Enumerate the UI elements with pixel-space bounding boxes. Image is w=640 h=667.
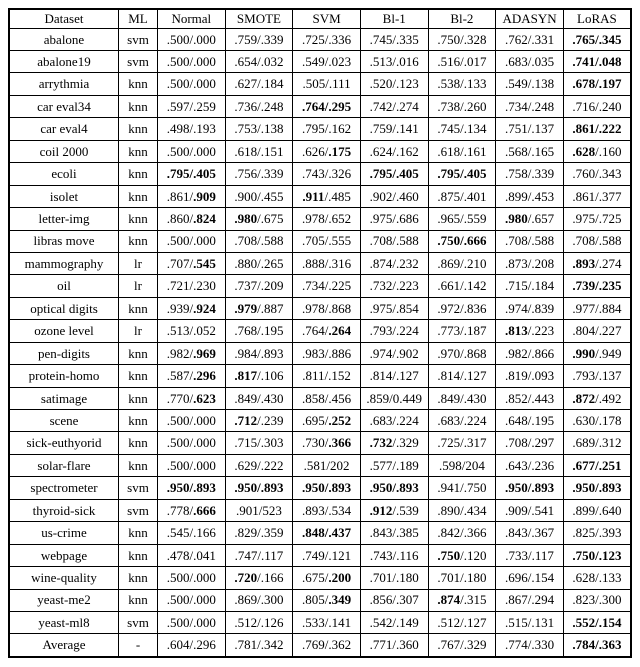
score-cell: .500/.000 [158, 140, 226, 162]
score-cell: .781/.342 [225, 634, 293, 657]
score-cell: .712/.239 [225, 410, 293, 432]
score-cell: .756/.339 [225, 163, 293, 185]
column-header-normal: Normal [158, 9, 226, 28]
dataset-name: sick-euthyorid [9, 432, 119, 454]
table-row [9, 185, 631, 207]
score-cell: .939/.924 [158, 297, 226, 319]
score-cell: .737/.209 [225, 275, 293, 297]
score-cell: .941/.750 [428, 477, 496, 499]
score-cell: .843/.385 [360, 522, 428, 544]
score-cell: .708/.588 [360, 230, 428, 252]
score-cell: .500/.000 [158, 28, 226, 50]
table-row [9, 208, 631, 230]
ml-algorithm: knn [119, 567, 158, 589]
score-cell: .768/.195 [225, 320, 293, 342]
score-cell: .750/.123 [563, 544, 631, 566]
score-cell: .736/.248 [225, 95, 293, 117]
score-cell: .513/.016 [360, 51, 428, 73]
table-row [9, 342, 631, 364]
score-cell: .708/.588 [496, 230, 564, 252]
score-cell: .720/.166 [225, 567, 293, 589]
score-cell: .741/.048 [563, 51, 631, 73]
score-cell: .778/.666 [158, 499, 226, 521]
score-cell: .705/.555 [293, 230, 361, 252]
table-row [9, 230, 631, 252]
dataset-name: wine-quality [9, 567, 119, 589]
score-cell: .696/.154 [496, 567, 564, 589]
score-cell: .880/.265 [225, 252, 293, 274]
score-cell: .533/.141 [293, 611, 361, 633]
score-cell: .751/.137 [496, 118, 564, 140]
score-cell: .750/.328 [428, 28, 496, 50]
score-cell: .950/.893 [293, 477, 361, 499]
score-cell: .849/.430 [428, 387, 496, 409]
score-cell: .899/.453 [496, 185, 564, 207]
score-cell: .627/.184 [225, 73, 293, 95]
score-cell: .975/.854 [360, 297, 428, 319]
table-row [9, 320, 631, 342]
column-header-bl-1: Bl-1 [360, 9, 428, 28]
score-cell: .848/.437 [293, 522, 361, 544]
score-cell: .732/.223 [360, 275, 428, 297]
score-cell: .765/.345 [563, 28, 631, 50]
score-cell: .683/.224 [428, 410, 496, 432]
score-cell: .725/.336 [293, 28, 361, 50]
ml-algorithm: knn [119, 387, 158, 409]
ml-algorithm: svm [119, 611, 158, 633]
score-cell: .869/.210 [428, 252, 496, 274]
score-cell: .972/.836 [428, 297, 496, 319]
score-cell: .708/.588 [225, 230, 293, 252]
score-cell: .734/.225 [293, 275, 361, 297]
score-cell: .950/.893 [496, 477, 564, 499]
dataset-name: libras move [9, 230, 119, 252]
score-cell: .814/.127 [360, 365, 428, 387]
score-cell: .478/.041 [158, 544, 226, 566]
score-cell: .708/.297 [496, 432, 564, 454]
score-cell: .552/.154 [563, 611, 631, 633]
score-cell: .542/.149 [360, 611, 428, 633]
score-cell: .861/.909 [158, 185, 226, 207]
table-row [9, 611, 631, 633]
score-cell: .977/.884 [563, 297, 631, 319]
table-header [9, 9, 631, 28]
score-cell: .814/.127 [428, 365, 496, 387]
score-cell: .804/.227 [563, 320, 631, 342]
score-cell: .760/.343 [563, 163, 631, 185]
score-cell: .654/.032 [225, 51, 293, 73]
column-header-dataset: Dataset [9, 9, 119, 28]
table-row [9, 589, 631, 611]
dataset-name: car eval34 [9, 95, 119, 117]
score-cell: .900/.455 [225, 185, 293, 207]
score-cell: .715/.303 [225, 432, 293, 454]
score-cell: .875/.401 [428, 185, 496, 207]
ml-algorithm: knn [119, 365, 158, 387]
score-cell: .982/.969 [158, 342, 226, 364]
dataset-name: ozone level [9, 320, 119, 342]
dataset-name: us-crime [9, 522, 119, 544]
score-cell: .734/.248 [496, 95, 564, 117]
score-cell: .764/.295 [293, 95, 361, 117]
score-cell: .629/.222 [225, 454, 293, 476]
score-cell: .626/.175 [293, 140, 361, 162]
ml-algorithm: knn [119, 185, 158, 207]
score-cell: .549/.138 [496, 73, 564, 95]
dataset-name: optical digits [9, 297, 119, 319]
score-cell: .978/.868 [293, 297, 361, 319]
table-row [9, 544, 631, 566]
table-row [9, 51, 631, 73]
score-cell: .795/.405 [360, 163, 428, 185]
score-cell: .888/.316 [293, 252, 361, 274]
score-cell: .604/.296 [158, 634, 226, 657]
score-cell: .759/.339 [225, 28, 293, 50]
score-cell: .842/.366 [428, 522, 496, 544]
table-row [9, 477, 631, 499]
score-cell: .716/.240 [563, 95, 631, 117]
score-cell: .974/.902 [360, 342, 428, 364]
ml-algorithm: knn [119, 208, 158, 230]
score-cell: .874/.315 [428, 589, 496, 611]
score-cell: .795/.405 [158, 163, 226, 185]
score-cell: .861/.377 [563, 185, 631, 207]
score-cell: .859/0.449 [360, 387, 428, 409]
table-row [9, 163, 631, 185]
column-header-adasyn: ADASYN [496, 9, 564, 28]
score-cell: .805/.349 [293, 589, 361, 611]
score-cell: .795/.162 [293, 118, 361, 140]
ml-algorithm: svm [119, 499, 158, 521]
score-cell: .813/.223 [496, 320, 564, 342]
ml-algorithm: knn [119, 118, 158, 140]
score-cell: .500/.000 [158, 567, 226, 589]
score-cell: .695/.252 [293, 410, 361, 432]
score-cell: .701/.180 [428, 567, 496, 589]
table-row [9, 410, 631, 432]
score-cell: .549/.023 [293, 51, 361, 73]
column-header-ml: ML [119, 9, 158, 28]
score-cell: .902/.460 [360, 185, 428, 207]
score-cell: .732/.329 [360, 432, 428, 454]
score-cell: .648/.195 [496, 410, 564, 432]
dataset-name: pen-digits [9, 342, 119, 364]
score-cell: .849/.430 [225, 387, 293, 409]
score-cell: .739/.235 [563, 275, 631, 297]
score-cell: .750/.120 [428, 544, 496, 566]
score-cell: .743/.326 [293, 163, 361, 185]
ml-algorithm: knn [119, 432, 158, 454]
table-row [9, 252, 631, 274]
table-row [9, 297, 631, 319]
dataset-name: ecoli [9, 163, 119, 185]
score-cell: .893/.534 [293, 499, 361, 521]
ml-algorithm: knn [119, 544, 158, 566]
dataset-name: car eval4 [9, 118, 119, 140]
score-cell: .911/.485 [293, 185, 361, 207]
score-cell: .749/.121 [293, 544, 361, 566]
score-cell: .738/.260 [428, 95, 496, 117]
dataset-name: isolet [9, 185, 119, 207]
score-cell: .759/.141 [360, 118, 428, 140]
score-cell: .743/.116 [360, 544, 428, 566]
score-cell: .598/204 [428, 454, 496, 476]
dataset-name: spectrometer [9, 477, 119, 499]
score-cell: .500/.000 [158, 454, 226, 476]
score-cell: .750/.666 [428, 230, 496, 252]
score-cell: .715/.184 [496, 275, 564, 297]
score-cell: .770/.623 [158, 387, 226, 409]
score-cell: .793/.224 [360, 320, 428, 342]
score-cell: .869/.300 [225, 589, 293, 611]
column-header-bl-2: Bl-2 [428, 9, 496, 28]
score-cell: .817/.106 [225, 365, 293, 387]
ml-algorithm: knn [119, 522, 158, 544]
table-row [9, 140, 631, 162]
score-cell: .753/.138 [225, 118, 293, 140]
ml-algorithm: knn [119, 454, 158, 476]
table-row [9, 365, 631, 387]
score-cell: .861/.222 [563, 118, 631, 140]
score-cell: .979/.887 [225, 297, 293, 319]
score-cell: .500/.000 [158, 611, 226, 633]
dataset-name: protein-homo [9, 365, 119, 387]
score-cell: .873/.208 [496, 252, 564, 274]
score-cell: .730/.366 [293, 432, 361, 454]
score-cell: .512/.127 [428, 611, 496, 633]
score-cell: .661/.142 [428, 275, 496, 297]
ml-algorithm: knn [119, 230, 158, 252]
column-header-svm: SVM [293, 9, 361, 28]
score-cell: .890/.434 [428, 499, 496, 521]
score-cell: .795/.405 [428, 163, 496, 185]
table-row [9, 454, 631, 476]
score-cell: .500/.000 [158, 230, 226, 252]
table-row [9, 387, 631, 409]
table-row [9, 73, 631, 95]
dataset-name: scene [9, 410, 119, 432]
table-row [9, 432, 631, 454]
score-cell: .683/.224 [360, 410, 428, 432]
score-cell: .970/.868 [428, 342, 496, 364]
ml-algorithm: lr [119, 320, 158, 342]
score-cell: .630/.178 [563, 410, 631, 432]
score-cell: .980/.675 [225, 208, 293, 230]
score-cell: .793/.137 [563, 365, 631, 387]
table-row [9, 95, 631, 117]
dataset-name: oil [9, 275, 119, 297]
score-cell: .858/.456 [293, 387, 361, 409]
score-cell: .742/.274 [360, 95, 428, 117]
dataset-name: coil 2000 [9, 140, 119, 162]
score-cell: .983/.886 [293, 342, 361, 364]
score-cell: .624/.162 [360, 140, 428, 162]
ml-algorithm: knn [119, 297, 158, 319]
score-cell: .689/.312 [563, 432, 631, 454]
score-cell: .950/.893 [360, 477, 428, 499]
score-cell: .643/.236 [496, 454, 564, 476]
dataset-name: yeast-ml8 [9, 611, 119, 633]
dataset-name: thyroid-sick [9, 499, 119, 521]
score-cell: .677/.251 [563, 454, 631, 476]
score-cell: .899/.640 [563, 499, 631, 521]
score-cell: .745/.335 [360, 28, 428, 50]
score-cell: .764/.264 [293, 320, 361, 342]
results-table [8, 8, 632, 658]
score-cell: .975/.686 [360, 208, 428, 230]
ml-algorithm: svm [119, 477, 158, 499]
score-cell: .912/.539 [360, 499, 428, 521]
dataset-name: abalone [9, 28, 119, 50]
score-cell: .516/.017 [428, 51, 496, 73]
dataset-name: webpage [9, 544, 119, 566]
score-cell: .758/.339 [496, 163, 564, 185]
score-cell: .950/.893 [225, 477, 293, 499]
dataset-name: mammography [9, 252, 119, 274]
score-cell: .500/.000 [158, 432, 226, 454]
dataset-name: arrythmia [9, 73, 119, 95]
score-cell: .762/.331 [496, 28, 564, 50]
score-cell: .825/.393 [563, 522, 631, 544]
score-cell: .811/.152 [293, 365, 361, 387]
score-cell: .950/.893 [563, 477, 631, 499]
table-row [9, 275, 631, 297]
score-cell: .874/.232 [360, 252, 428, 274]
ml-algorithm: knn [119, 589, 158, 611]
table-body [9, 28, 631, 657]
score-cell: .733/.117 [496, 544, 564, 566]
score-cell: .769/.362 [293, 634, 361, 657]
score-cell: .500/.000 [158, 51, 226, 73]
score-cell: .581/202 [293, 454, 361, 476]
score-cell: .982/.866 [496, 342, 564, 364]
table-row [9, 567, 631, 589]
score-cell: .773/.187 [428, 320, 496, 342]
score-cell: .707/.545 [158, 252, 226, 274]
score-cell: .965/.559 [428, 208, 496, 230]
score-cell: .577/.189 [360, 454, 428, 476]
score-cell: .974/.839 [496, 297, 564, 319]
ml-algorithm: knn [119, 342, 158, 364]
score-cell: .675/.200 [293, 567, 361, 589]
score-cell: .678/.197 [563, 73, 631, 95]
column-header-loras: LoRAS [563, 9, 631, 28]
score-cell: .747/.117 [225, 544, 293, 566]
score-cell: .893/.274 [563, 252, 631, 274]
dataset-name: satimage [9, 387, 119, 409]
score-cell: .628/.160 [563, 140, 631, 162]
score-cell: .618/.151 [225, 140, 293, 162]
header-row [9, 9, 631, 28]
ml-algorithm: knn [119, 95, 158, 117]
dataset-name: solar-flare [9, 454, 119, 476]
score-cell: .721/.230 [158, 275, 226, 297]
ml-algorithm: knn [119, 163, 158, 185]
score-cell: .587/.296 [158, 365, 226, 387]
table-row [9, 522, 631, 544]
score-cell: .725/.317 [428, 432, 496, 454]
score-cell: .767/.329 [428, 634, 496, 657]
ml-algorithm: knn [119, 73, 158, 95]
score-cell: .909/.541 [496, 499, 564, 521]
score-cell: .520/.123 [360, 73, 428, 95]
score-cell: .771/.360 [360, 634, 428, 657]
score-cell: .708/.588 [563, 230, 631, 252]
score-cell: .774/.330 [496, 634, 564, 657]
ml-algorithm: - [119, 634, 158, 657]
score-cell: .568/.165 [496, 140, 564, 162]
table-row [9, 118, 631, 140]
score-cell: .843/.367 [496, 522, 564, 544]
score-cell: .701/.180 [360, 567, 428, 589]
dataset-name: yeast-me2 [9, 589, 119, 611]
ml-algorithm: lr [119, 275, 158, 297]
table-row [9, 499, 631, 521]
score-cell: .513/.052 [158, 320, 226, 342]
score-cell: .745/.134 [428, 118, 496, 140]
dataset-name: Average [9, 634, 119, 657]
score-cell: .512/.126 [225, 611, 293, 633]
score-cell: .990/.949 [563, 342, 631, 364]
table-row [9, 28, 631, 50]
ml-algorithm: svm [119, 51, 158, 73]
score-cell: .505/.111 [293, 73, 361, 95]
dataset-name: abalone19 [9, 51, 119, 73]
score-cell: .500/.000 [158, 73, 226, 95]
ml-algorithm: knn [119, 410, 158, 432]
score-cell: .784/.363 [563, 634, 631, 657]
score-cell: .515/.131 [496, 611, 564, 633]
score-cell: .819/.093 [496, 365, 564, 387]
score-cell: .500/.000 [158, 589, 226, 611]
score-cell: .538/.133 [428, 73, 496, 95]
table-row [9, 634, 631, 657]
score-cell: .856/.307 [360, 589, 428, 611]
score-cell: .545/.166 [158, 522, 226, 544]
score-cell: .852/.443 [496, 387, 564, 409]
score-cell: .950/.893 [158, 477, 226, 499]
ml-algorithm: knn [119, 140, 158, 162]
score-cell: .683/.035 [496, 51, 564, 73]
ml-algorithm: lr [119, 252, 158, 274]
score-cell: .975/.725 [563, 208, 631, 230]
score-cell: .597/.259 [158, 95, 226, 117]
dataset-name: letter-img [9, 208, 119, 230]
score-cell: .829/.359 [225, 522, 293, 544]
score-cell: .872/.492 [563, 387, 631, 409]
score-cell: .618/.161 [428, 140, 496, 162]
score-cell: .628/.133 [563, 567, 631, 589]
score-cell: .984/.893 [225, 342, 293, 364]
score-cell: .867/.294 [496, 589, 564, 611]
score-cell: .980/.657 [496, 208, 564, 230]
score-cell: .498/.193 [158, 118, 226, 140]
column-header-smote: SMOTE [225, 9, 293, 28]
score-cell: .823/.300 [563, 589, 631, 611]
score-cell: .978/.652 [293, 208, 361, 230]
score-cell: .500/.000 [158, 410, 226, 432]
score-cell: .860/.824 [158, 208, 226, 230]
ml-algorithm: svm [119, 28, 158, 50]
score-cell: .901/523 [225, 499, 293, 521]
